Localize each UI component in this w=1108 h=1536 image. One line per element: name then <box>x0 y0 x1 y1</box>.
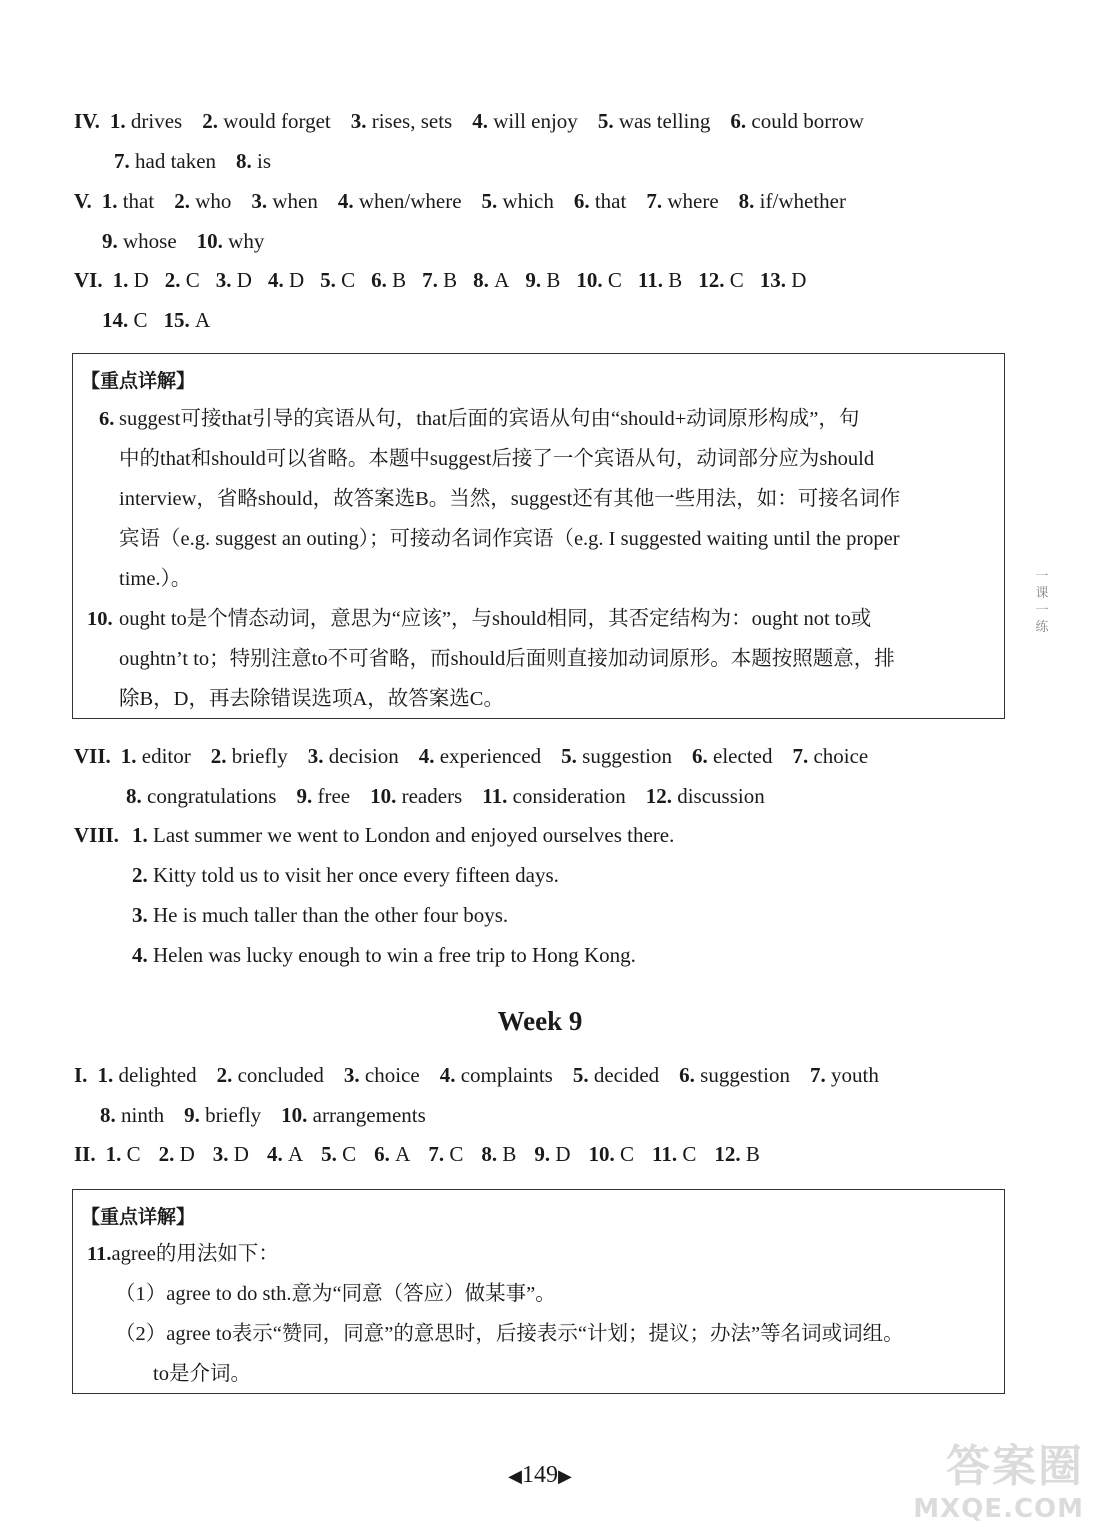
answer-text: C <box>341 268 356 292</box>
answer-number: 2. <box>164 268 186 292</box>
answer-item <box>419 744 541 768</box>
answer-text: congratulations <box>147 784 277 808</box>
answer-number: 11. <box>637 268 669 292</box>
answer-item <box>296 784 350 808</box>
answer-row <box>121 744 888 768</box>
answer-number: 14. <box>102 308 134 332</box>
answer-item <box>268 268 304 292</box>
item-number: 11. <box>87 1243 112 1265</box>
week-heading: Week 9 <box>497 1006 583 1036</box>
answer-number: 1. <box>109 109 131 133</box>
box-title: 【重点详解】 <box>81 1206 196 1228</box>
answer-number: 2. <box>202 109 224 133</box>
answer-text: could borrow <box>751 109 864 133</box>
answer-item <box>159 1142 195 1166</box>
sentence-number: 1. <box>132 823 153 847</box>
explanation-line: time.）。 <box>119 568 192 590</box>
explanation-lines <box>119 399 900 599</box>
answer-item <box>598 109 711 133</box>
answer-item <box>573 1063 659 1087</box>
answer-item <box>574 189 627 213</box>
answer-item <box>102 308 148 332</box>
sentence-number: 2. <box>132 863 153 887</box>
answer-text: B <box>392 268 407 292</box>
answer-number: 9. <box>525 268 547 292</box>
answer-text: was telling <box>618 109 711 133</box>
answer-number: 3. <box>215 268 237 292</box>
answer-number: 7. <box>646 189 668 213</box>
explanation-line: suggest可接that引导的宾语从句，that后面的宾语从句由“should+动词原形构成”，句 <box>119 408 860 430</box>
answer-number: 4. <box>266 1142 288 1166</box>
explanation-lines <box>119 599 895 719</box>
answer-number: 8. <box>738 189 760 213</box>
answer-number: 12. <box>698 268 730 292</box>
answer-number: 8. <box>481 1142 503 1166</box>
answer-number: 1. <box>112 268 134 292</box>
explanation-box <box>72 353 1005 719</box>
sidebar-char: 一 <box>1035 569 1049 584</box>
answer-item <box>174 189 231 213</box>
answer-number: 8. <box>236 149 258 173</box>
answer-text: that <box>122 189 155 213</box>
answer-text: C <box>126 1142 141 1166</box>
sentence-text: He is much taller than the other four boys. <box>153 903 509 927</box>
answer-text: rises, sets <box>371 109 453 133</box>
answer-item <box>164 308 211 332</box>
sentence-item <box>132 822 674 848</box>
answer-text: B <box>668 268 683 292</box>
answer-text: which <box>502 189 554 213</box>
answer-text: elected <box>713 744 773 768</box>
answer-text: would forget <box>223 109 331 133</box>
box-title: 【重点详解】 <box>81 370 196 392</box>
answer-item <box>267 1142 303 1166</box>
explanation-sub-1: （1）agree to do sth.意为“同意（答应）做某事”。 <box>115 1283 556 1305</box>
section-v-row1 <box>74 188 866 214</box>
answer-text: suggestion <box>700 1063 790 1087</box>
answer-item <box>646 784 765 808</box>
answer-item <box>371 268 406 292</box>
watermark-line-2: MXQE.COM <box>913 1494 1084 1524</box>
answer-number: 9. <box>534 1142 556 1166</box>
answer-number: 3. <box>350 109 372 133</box>
answer-item <box>534 1142 570 1166</box>
answer-number: 5. <box>572 1063 594 1087</box>
section-label: VI. <box>74 268 103 292</box>
answer-text: free <box>317 784 351 808</box>
answer-number: 3. <box>251 189 273 213</box>
answer-number: 11. <box>482 784 513 808</box>
answer-text: A <box>195 308 211 332</box>
answer-item <box>281 1103 426 1127</box>
answer-row <box>110 109 884 133</box>
answer-text: youth <box>830 1063 879 1087</box>
sentence-text: Kitty told us to visit her once every fifteen days. <box>153 863 559 887</box>
w9-section-ii-row1 <box>74 1141 778 1167</box>
explanation-line: interview，省略should，故答案选B。当然，suggest还有其他一些用法，如：可接名词作 <box>119 488 901 510</box>
answer-text: complaints <box>460 1063 553 1087</box>
page-number-text: 149 <box>522 1462 558 1488</box>
answer-text: suggestion <box>582 744 672 768</box>
answer-item <box>184 1103 261 1127</box>
answer-text: choice <box>364 1063 420 1087</box>
watermark-line-1: 答案圈 <box>946 1441 1084 1492</box>
answer-item <box>251 189 318 213</box>
answer-number: 10. <box>370 784 402 808</box>
answer-item <box>473 268 509 292</box>
answer-item <box>308 744 399 768</box>
answer-item <box>216 268 252 292</box>
sidebar-char: 一 <box>1035 603 1049 618</box>
answer-text: concluded <box>237 1063 324 1087</box>
answer-number: 6. <box>371 268 393 292</box>
answer-item <box>481 1142 516 1166</box>
answer-text: C <box>342 1142 357 1166</box>
sentence-item <box>132 862 559 888</box>
answer-item <box>338 189 462 213</box>
section-label: I. <box>74 1063 88 1087</box>
answer-item <box>472 109 578 133</box>
answer-item <box>561 744 672 768</box>
answer-item <box>113 268 149 292</box>
answer-text: readers <box>401 784 463 808</box>
answer-item <box>100 1103 164 1127</box>
answer-number: 3. <box>307 744 329 768</box>
answer-item <box>638 268 682 292</box>
answer-number: 10. <box>588 1142 621 1166</box>
answer-item <box>217 1063 324 1087</box>
answer-text: decided <box>593 1063 660 1087</box>
answer-number: 7. <box>809 1063 831 1087</box>
answer-number: 12. <box>645 784 678 808</box>
answer-text: delighted <box>118 1063 197 1087</box>
answer-text: briefly <box>205 1103 262 1127</box>
explanation-line: 除B，D，再去除错误选项A，故答案选C。 <box>119 688 504 710</box>
answer-row <box>102 229 284 253</box>
answer-text: B <box>443 268 458 292</box>
answer-item <box>110 109 182 133</box>
answer-number: 1. <box>105 1142 127 1166</box>
answer-number: 10. <box>281 1103 313 1127</box>
answer-text: C <box>682 1142 697 1166</box>
answer-number: 4. <box>267 268 289 292</box>
answer-text: will enjoy <box>493 109 578 133</box>
answer-text: A <box>494 268 510 292</box>
answer-number: 5. <box>321 1142 343 1166</box>
answer-text: consideration <box>512 784 626 808</box>
answer-item <box>97 1063 196 1087</box>
answer-number: 4. <box>439 1063 461 1087</box>
answer-item <box>102 189 155 213</box>
sentence-item <box>132 902 508 928</box>
answer-item <box>321 1142 356 1166</box>
answer-row <box>102 308 226 332</box>
left-triangle-icon: ◀ <box>508 1466 522 1486</box>
answer-text: is <box>257 149 272 173</box>
explanation-sub-2-cont: to是介词。 <box>153 1363 251 1385</box>
answer-text: D <box>179 1142 195 1166</box>
answer-row <box>126 784 785 808</box>
answer-number: 8. <box>473 268 495 292</box>
answer-item <box>213 1142 249 1166</box>
answer-item <box>652 1142 696 1166</box>
answer-number: 10. <box>196 229 229 253</box>
answer-text: decision <box>328 744 399 768</box>
section-label: VII. <box>74 744 111 768</box>
explanation-head: agree的用法如下： <box>111 1243 279 1265</box>
answer-text: briefly <box>231 744 288 768</box>
answer-text: when <box>272 189 318 213</box>
answer-text: A <box>287 1142 304 1166</box>
explanation-line: oughtn’t to；特别注意to不可省略，而should后面则直接加动词原形。本题按照题意，排 <box>119 648 895 670</box>
answer-number: 2. <box>216 1063 238 1087</box>
sentence-number: 4. <box>132 943 153 967</box>
section-vii-row2 <box>126 783 785 809</box>
answer-text: when/where <box>358 189 462 213</box>
item-number: 6. <box>99 408 115 430</box>
answer-item <box>792 744 868 768</box>
section-v-row2 <box>102 228 284 254</box>
answer-text: B <box>502 1142 517 1166</box>
section-label: IV. <box>74 109 100 133</box>
answer-number: 7. <box>428 1142 450 1166</box>
answer-number: 8. <box>100 1103 121 1127</box>
answer-number: 4. <box>337 189 359 213</box>
explanation-line: 中的that和should可以省略。本题中suggest后接了一个宾语从句，动词部分应为should <box>119 448 875 470</box>
answer-item <box>698 268 744 292</box>
answer-text: why <box>228 229 265 253</box>
answer-item <box>374 1142 410 1166</box>
answer-item <box>121 744 191 768</box>
section-label: VIII. <box>74 823 119 847</box>
answer-text: C <box>133 308 148 332</box>
answer-row <box>97 1063 898 1087</box>
answer-text: drives <box>130 109 183 133</box>
section-vi-row2 <box>102 307 226 333</box>
answer-item <box>760 268 807 292</box>
answer-text: discussion <box>677 784 765 808</box>
answer-number: 6. <box>573 189 595 213</box>
answer-number: 2. <box>174 189 196 213</box>
explanation-line: 宾语（e.g. suggest an outing）；可接动名词作宾语（e.g. I suggested waiting until the proper <box>119 528 900 550</box>
sidebar-char: 课 <box>1035 586 1049 601</box>
answer-text: D <box>288 268 305 292</box>
answer-number: 11. <box>652 1142 683 1166</box>
answer-number: 4. <box>418 744 440 768</box>
answer-row <box>114 149 291 173</box>
answer-item <box>211 744 288 768</box>
section-viii <box>74 822 129 848</box>
answer-text: D <box>233 1142 249 1166</box>
sidebar-label <box>1032 568 1052 636</box>
answer-number: 8. <box>126 784 147 808</box>
answer-text: choice <box>813 744 869 768</box>
answer-text: had taken <box>135 149 217 173</box>
sentence-text: Helen was lucky enough to win a free trip to Hong Kong. <box>153 943 636 967</box>
answer-number: 6. <box>679 1063 701 1087</box>
explanation-box <box>72 1189 1005 1394</box>
answer-item <box>422 268 457 292</box>
answer-text: C <box>449 1142 464 1166</box>
answer-item <box>646 189 718 213</box>
answer-text: D <box>555 1142 571 1166</box>
w9-section-i-row1 <box>74 1062 899 1088</box>
answer-item <box>236 149 271 173</box>
sentence-text: Last summer we went to London and enjoyed ourselves there. <box>153 823 675 847</box>
answer-text: C <box>607 268 622 292</box>
answer-row <box>102 189 866 213</box>
answer-number: 4. <box>472 109 494 133</box>
answer-text: who <box>195 189 232 213</box>
answer-item <box>428 1142 463 1166</box>
explanation-sub-2: （2）agree to表示“赞同，同意”的意思时，后接表示“计划；提议；办法”等名词或词组。 <box>115 1323 904 1345</box>
answer-text: where <box>667 189 719 213</box>
answer-number: 3. <box>343 1063 365 1087</box>
answer-row <box>100 1103 446 1127</box>
answer-item <box>440 1063 553 1087</box>
answer-item <box>197 229 265 253</box>
answer-item <box>202 109 331 133</box>
answer-item <box>165 268 200 292</box>
section-label: II. <box>74 1142 96 1166</box>
section-vii-row1 <box>74 743 888 769</box>
answer-text: whose <box>123 229 177 253</box>
sidebar-text <box>1032 568 1052 636</box>
answer-text: ninth <box>121 1103 165 1127</box>
section-label: V. <box>74 189 92 213</box>
answer-text: arrangements <box>312 1103 426 1127</box>
answer-item <box>482 189 554 213</box>
answer-number: 6. <box>374 1142 396 1166</box>
section-iv-row1 <box>74 108 884 134</box>
answer-text: C <box>729 268 744 292</box>
answer-number: 5. <box>320 268 342 292</box>
answer-text: D <box>236 268 252 292</box>
answer-number: 6. <box>692 744 713 768</box>
answer-text: that <box>594 189 627 213</box>
answer-number: 9. <box>102 229 123 253</box>
answer-number: 12. <box>714 1142 746 1166</box>
answer-text: C <box>620 1142 635 1166</box>
answer-number: 2. <box>158 1142 180 1166</box>
answer-number: 1. <box>120 744 142 768</box>
answer-text: B <box>546 268 561 292</box>
answer-number: 7. <box>792 744 814 768</box>
watermark-logo <box>894 1430 1084 1530</box>
answer-text: A <box>395 1142 411 1166</box>
answer-text: C <box>185 268 200 292</box>
answer-item <box>370 784 462 808</box>
answer-number: 7. <box>422 268 444 292</box>
answer-number: 3. <box>212 1142 234 1166</box>
answer-number: 5. <box>561 744 583 768</box>
w9-section-i-row2 <box>100 1102 446 1128</box>
answer-number: 13. <box>759 268 792 292</box>
answer-text: D <box>133 268 149 292</box>
answer-item <box>344 1063 420 1087</box>
answer-number: 5. <box>597 109 619 133</box>
answer-item <box>482 784 625 808</box>
answer-text: experienced <box>439 744 542 768</box>
answer-number: 1. <box>101 189 123 213</box>
answer-text: B <box>745 1142 760 1166</box>
answer-number: 6. <box>730 109 752 133</box>
answer-item <box>114 149 216 173</box>
sentence-item <box>132 942 636 968</box>
answer-item <box>576 268 622 292</box>
answer-item <box>351 109 453 133</box>
sidebar-char: 练 <box>1035 620 1049 635</box>
answer-item <box>810 1063 879 1087</box>
answer-number: 9. <box>184 1103 206 1127</box>
section-iv-row2 <box>114 148 291 174</box>
answer-item <box>106 1142 141 1166</box>
item-number: 10. <box>87 608 113 630</box>
answer-row <box>106 1142 778 1166</box>
answer-row <box>113 268 823 292</box>
answer-number: 2. <box>210 744 232 768</box>
answer-text: if/whether <box>759 189 846 213</box>
answer-item <box>739 189 846 213</box>
answer-text: D <box>791 268 807 292</box>
answer-number: 1. <box>97 1063 119 1087</box>
answer-number: 5. <box>481 189 503 213</box>
answer-item <box>730 109 864 133</box>
answer-item <box>692 744 772 768</box>
answer-item <box>714 1142 760 1166</box>
right-triangle-icon: ▶ <box>558 1466 572 1486</box>
answer-item <box>679 1063 790 1087</box>
explanation-line: ought to是个情态动词，意思为“应该”，与should相同，其否定结构为：ought not to或 <box>119 608 872 630</box>
section-vi-row1 <box>74 267 822 293</box>
answer-item <box>320 268 355 292</box>
answer-item <box>126 784 276 808</box>
answer-number: 10. <box>576 268 608 292</box>
answer-number: 9. <box>296 784 318 808</box>
answer-item <box>589 1142 635 1166</box>
answer-item <box>102 229 177 253</box>
sentence-number: 3. <box>132 903 153 927</box>
answer-item <box>525 268 560 292</box>
explanation-11 <box>87 1234 279 1274</box>
answer-number: 15. <box>163 308 196 332</box>
answer-text: editor <box>141 744 191 768</box>
answer-number: 7. <box>114 149 135 173</box>
